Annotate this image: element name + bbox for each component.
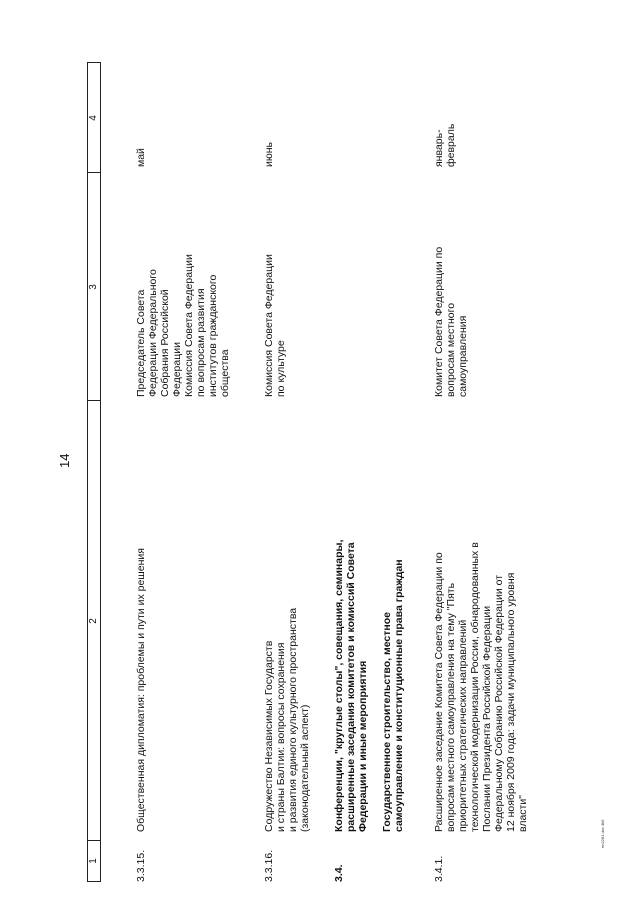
page-number: 14: [57, 453, 72, 468]
row-responsible: [263, 182, 287, 397]
subheading-line: Государственное строительство, местное: [381, 612, 393, 832]
table-header: [87, 62, 101, 882]
row-date: [263, 67, 275, 167]
responsible-line: Комиссия Совета Федерации: [263, 254, 275, 397]
description-line: Федеральному Собранию Российской Федерации от: [493, 574, 505, 832]
description-line: 12 ноября 2009 года: задачи муниципального уровня: [505, 572, 517, 832]
responsible-line: Федерации Федерального: [147, 269, 159, 397]
responsible-line: общества: [219, 349, 231, 397]
date-line: февраль: [445, 123, 457, 167]
responsible-line: Председатель Совета: [135, 289, 147, 397]
row-responsible: [433, 182, 469, 397]
description-line: вопросам местного самоуправления на тему "Пять: [445, 582, 457, 832]
row-date: [135, 67, 147, 167]
date-line: май: [135, 148, 147, 167]
responsible-line: Собрания Российской: [159, 289, 171, 397]
row-description: [433, 417, 529, 832]
header-col-4: 4: [88, 115, 99, 121]
description-line: Общественная дипломатия: проблемы и пути их решения: [135, 548, 147, 832]
section-heading-line: Конференции, "круглые столы", совещания, семинары,: [333, 539, 345, 832]
responsible-line: Федерации: [171, 342, 183, 397]
footer-file-code: en2281.doc 4k6: [600, 819, 605, 848]
responsible-line: по культуре: [275, 340, 287, 397]
row-number: 3.3.15.: [135, 849, 147, 882]
date-line: январь-: [433, 129, 445, 167]
description-line: приоритетных стратегических направлений: [457, 619, 469, 832]
rotated-table: [87, 62, 529, 882]
responsible-line: Комитет Совета Федерации по: [433, 246, 445, 397]
responsible-line: самоуправления: [457, 315, 469, 397]
responsible-line: вопросам местного: [445, 302, 457, 397]
row-description: [135, 417, 147, 832]
spacer: [369, 417, 381, 832]
section-heading-line: Федерации и иные мероприятия: [357, 660, 369, 832]
row-number: 3.4.: [333, 864, 345, 882]
subheading-line: самоуправление и конституционные права граждан: [393, 559, 405, 832]
description-line: Расширенное заседание Комитета Совета Федерации по: [433, 552, 445, 832]
header-col-2: 2: [88, 618, 99, 624]
description-line: технологической модернизации России, обнародованных в: [469, 542, 481, 832]
header-col-3: 3: [88, 284, 99, 290]
description-line: Послании Президента Российской Федерации: [481, 605, 493, 832]
section-heading: [333, 417, 405, 832]
row-date: [433, 67, 457, 167]
date-line: июнь: [263, 141, 275, 167]
row-description: [263, 417, 311, 832]
description-line: (законодательный аспект): [299, 704, 311, 832]
responsible-line: по вопросам развития: [195, 288, 207, 397]
header-col-1: 1: [88, 858, 99, 864]
description-line: и страны Балтии: вопросы сохранения: [275, 642, 287, 832]
description-line: и развития единого культурного пространства: [287, 607, 299, 832]
row-number: 3.4.1.: [433, 855, 445, 882]
description-line: власти": [517, 795, 529, 832]
row-number: 3.3.16.: [263, 849, 275, 882]
responsible-line: Комиссия Совета Федерации: [183, 254, 195, 397]
row-responsible: [135, 182, 231, 397]
description-line: Содружество Независимых Государств: [263, 640, 275, 832]
section-heading-line: расширенные заседания комитетов и комиссий Совета: [345, 542, 357, 832]
responsible-line: институтов гражданского: [207, 274, 219, 397]
